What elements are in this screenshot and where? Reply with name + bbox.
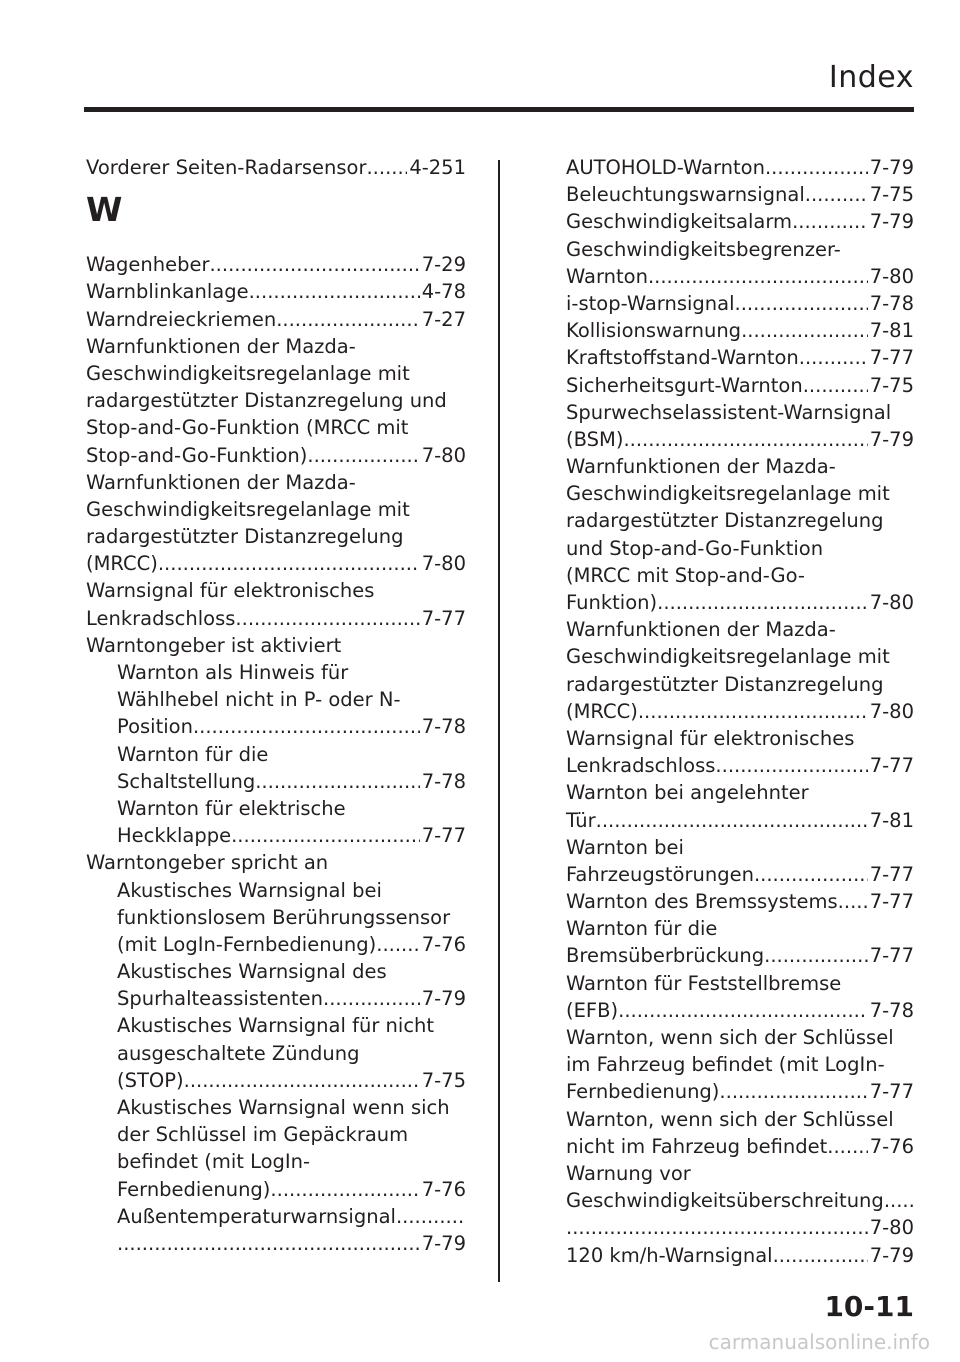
entry-line: Warnfunktionen der Mazda-	[566, 455, 836, 479]
leader-dots	[396, 1203, 466, 1230]
entry-text: Wagenheber	[86, 253, 210, 277]
entry-line: der Schlüssel im Gepäckraum	[117, 1123, 409, 1147]
entry-text: (BSM)	[566, 427, 624, 451]
index-entry	[566, 997, 914, 1024]
page-ref: 7-79	[869, 1243, 914, 1267]
entry-line: Geschwindigkeitsregelanlage mit	[566, 482, 890, 506]
entry-text: Heckklappe	[117, 824, 232, 848]
leader-dots	[827, 1133, 867, 1160]
entry-text: Lenkradschloss	[566, 754, 716, 778]
index-subentry	[86, 713, 466, 740]
index-entry	[566, 698, 914, 725]
entry-heading: Warntongeber ist aktiviert	[86, 633, 342, 657]
leader-dots	[307, 442, 419, 469]
entry-text: Warnblinkanlage	[86, 280, 249, 304]
leader-dots	[805, 181, 868, 208]
index-entry	[566, 888, 914, 915]
entry-text: Vorderer Seiten-Radarsensor	[86, 156, 367, 179]
leader-dots	[209, 251, 419, 278]
index-entry	[566, 752, 914, 779]
entry-line: Akustisches Warnsignal wenn sich	[117, 1096, 450, 1119]
leader-dots	[838, 888, 868, 915]
index-subentry	[86, 1067, 466, 1094]
index-entry	[566, 807, 914, 834]
entry-text: Spurhalteassistenten	[117, 987, 324, 1011]
page-ref: 7-80	[421, 443, 466, 467]
page-number: 10-11	[824, 1290, 914, 1323]
leader-dots	[566, 1214, 868, 1241]
entry-line: Spurwechselassistent-Warnsignal	[566, 400, 892, 424]
index-entry	[86, 278, 466, 305]
leader-dots	[764, 942, 868, 969]
entry-text: Lenkradschloss	[86, 606, 236, 630]
leader-dots	[323, 985, 420, 1012]
index-entry	[86, 306, 466, 333]
index-column-left	[86, 154, 466, 1257]
entry-text: Bremsüberbrückung	[566, 944, 765, 968]
entry-line: Warnton für die	[117, 742, 269, 766]
index-entry	[566, 154, 914, 181]
page-ref: 7-77	[869, 890, 914, 914]
entry-line: und Stop-and-Go-Funktion	[566, 536, 824, 560]
leader-dots	[249, 278, 420, 305]
entry-line: Warnton für Feststellbremse	[566, 971, 842, 995]
page-ref: 7-77	[869, 862, 914, 886]
leader-dots	[799, 344, 868, 371]
entry-line: Warnung vor	[566, 1161, 691, 1185]
entry-line: Warnsignal für elektronisches	[566, 726, 855, 750]
entry-text: i-stop-Warnsignal	[566, 291, 735, 315]
entry-line: radargestützter Distanzregelung	[86, 525, 404, 549]
index-column-right	[566, 154, 914, 1269]
leader-dots	[158, 550, 420, 577]
page-ref: 7-76	[869, 1134, 914, 1158]
entry-text: Geschwindigkeitsüberschreitung	[566, 1189, 884, 1213]
entry-text: Fernbedienung)	[566, 1080, 720, 1104]
entry-line: Warnton bei angelehnter	[566, 781, 809, 805]
leader-dots	[719, 1078, 867, 1105]
entry-line: Warnton für die	[566, 917, 718, 941]
page-ref: 7-75	[869, 183, 914, 207]
index-subentry	[86, 1230, 466, 1257]
leader-dots	[623, 426, 867, 453]
index-entry	[86, 251, 466, 278]
leader-dots	[255, 768, 420, 795]
entry-text: (mit LogIn-Fernbedienung)	[117, 932, 377, 956]
entry-text: Fahrzeugstörungen	[566, 862, 754, 886]
entry-line: radargestützter Distanzregelung und	[86, 389, 447, 413]
entry-line: Warnton als Hinweis für	[117, 661, 349, 684]
page-ref: 7-81	[869, 808, 914, 832]
header-rule	[84, 107, 914, 112]
entry-line: (MRCC mit Stop-and-Go-	[566, 563, 805, 587]
index-entry	[566, 181, 914, 208]
index-subentry	[86, 1176, 466, 1203]
entry-text: Position	[117, 715, 193, 739]
entry-line: Geschwindigkeitsbegrenzer-	[566, 237, 841, 261]
entry-line: Wählhebel nicht in P- oder N-	[117, 688, 401, 712]
leader-dots	[657, 589, 868, 616]
entry-text: (STOP)	[117, 1068, 184, 1092]
entry-text: Schaltstellung	[117, 769, 256, 793]
index-entry	[566, 263, 914, 290]
page-ref: 7-79	[421, 1231, 466, 1255]
entry-text: Außentemperaturwarnsignal	[117, 1204, 396, 1228]
leader-dots	[803, 372, 868, 399]
index-entry	[86, 154, 466, 181]
leader-dots	[376, 931, 419, 958]
leader-dots	[184, 1067, 420, 1094]
leader-dots	[618, 997, 868, 1024]
page-ref: 7-78	[869, 291, 914, 315]
entry-line: Geschwindigkeitsregelanlage mit	[86, 497, 410, 521]
page-ref: 7-78	[421, 715, 466, 739]
page-ref: 7-77	[869, 1080, 914, 1104]
entry-line: Geschwindigkeitsregelanlage mit	[86, 361, 410, 385]
entry-text: nicht im Fahrzeug befindet	[566, 1134, 828, 1158]
page-ref: 7-78	[869, 998, 914, 1022]
leader-dots	[741, 317, 868, 344]
leader-dots	[193, 713, 420, 740]
entry-text: Warndreieckriemen	[86, 307, 277, 331]
entry-line: Warnton für elektrische	[117, 796, 346, 820]
index-entry	[86, 442, 466, 469]
page-ref: 7-75	[421, 1068, 466, 1092]
leader-dots	[638, 698, 868, 725]
entry-text: Stop-and-Go-Funktion)	[86, 443, 308, 467]
index-entry	[566, 1078, 914, 1105]
leader-dots	[792, 208, 868, 235]
index-entry	[566, 344, 914, 371]
leader-dots	[270, 1176, 419, 1203]
page-ref: 7-27	[421, 307, 466, 331]
entry-line: befindet (mit LogIn-	[117, 1150, 311, 1174]
index-entry	[566, 372, 914, 399]
entry-line: Warnton bei	[566, 835, 684, 859]
page-ref: 7-81	[869, 319, 914, 343]
entry-text: (MRCC)	[566, 699, 638, 723]
leader-dots	[276, 306, 420, 333]
leader-dots	[884, 1187, 914, 1214]
page-ref: 4-78	[421, 280, 466, 304]
page-ref: 7-77	[869, 346, 914, 370]
page-ref: 7-79	[869, 156, 914, 179]
index-entry	[566, 290, 914, 317]
entry-text: Geschwindigkeitsalarm	[566, 210, 793, 234]
index-subentry	[86, 822, 466, 849]
index-entry	[566, 426, 914, 453]
entry-text: Fernbedienung)	[117, 1177, 271, 1201]
page-ref: 7-79	[869, 210, 914, 234]
page-ref: 7-77	[869, 754, 914, 778]
index-entry	[566, 589, 914, 616]
entry-text: AUTOHOLD-Warnton	[566, 156, 765, 179]
entry-text: Tür	[566, 808, 596, 832]
entry-text: Funktion)	[566, 591, 658, 614]
page-ref: 7-29	[421, 253, 466, 277]
entry-line: Warnton, wenn sich der Schlüssel	[566, 1107, 894, 1131]
leader-dots	[235, 605, 419, 632]
column-divider	[498, 160, 500, 1282]
page-ref: 7-79	[421, 987, 466, 1011]
entry-line: Stop-and-Go-Funktion (MRCC mit	[86, 416, 409, 440]
page-ref: 7-76	[421, 932, 466, 956]
entry-line: Akustisches Warnsignal des	[117, 960, 387, 984]
entry-line: radargestützter Distanzregelung	[566, 672, 884, 696]
leader-dots	[735, 290, 868, 317]
index-entry	[566, 317, 914, 344]
section-letter: W	[86, 190, 123, 230]
index-subentry	[86, 985, 466, 1012]
entry-line: Geschwindigkeitsregelanlage mit	[566, 645, 890, 669]
page-ref: 7-78	[421, 769, 466, 793]
index-subentry	[86, 768, 466, 795]
index-entry	[566, 208, 914, 235]
entry-line: Warnfunktionen der Mazda-	[86, 470, 356, 494]
page-ref: 7-77	[869, 944, 914, 968]
page-ref: 7-80	[869, 591, 914, 614]
page-header-title: Index	[828, 60, 914, 95]
entry-text: (MRCC)	[86, 552, 158, 576]
entry-line: im Fahrzeug befindet (mit LogIn-	[566, 1053, 885, 1077]
index-entry	[566, 942, 914, 969]
index-entry	[566, 1214, 914, 1241]
entry-line: Warnfunktionen der Mazda-	[86, 334, 356, 358]
page-ref: 7-80	[421, 552, 466, 576]
entry-line: Warnfunktionen der Mazda-	[566, 618, 836, 642]
page-ref: 4-251	[409, 156, 466, 179]
index-subentry	[86, 1203, 466, 1230]
entry-line: Akustisches Warnsignal bei	[117, 878, 382, 902]
page-ref: 7-76	[421, 1177, 466, 1201]
entry-text: Kollisionswarnung	[566, 319, 742, 343]
entry-text: 120 km/h-Warnsignal	[566, 1243, 773, 1267]
entry-line: funktionslosem Berührungssensor	[117, 905, 451, 929]
entry-line: ausgeschaltete Zündung	[117, 1041, 360, 1065]
leader-dots	[231, 822, 420, 849]
index-entry	[566, 1133, 914, 1160]
page-ref: 7-77	[421, 824, 466, 848]
entry-line: Warnton, wenn sich der Schlüssel	[566, 1026, 894, 1049]
leader-dots	[773, 1242, 868, 1269]
page-ref: 7-80	[869, 1216, 914, 1240]
entry-line: Warnsignal für elektronisches	[86, 579, 375, 603]
entry-text: Sicherheitsgurt-Warnton	[566, 373, 803, 397]
entry-text: Kraftstoffstand-Warnton	[566, 346, 799, 370]
index-entry	[566, 1242, 914, 1269]
watermark: carmanualsonline.info	[708, 1330, 930, 1354]
index-entry	[86, 550, 466, 577]
page-ref: 7-80	[869, 264, 914, 288]
page-ref: 7-80	[869, 699, 914, 723]
index-entry	[86, 605, 466, 632]
index-entry	[566, 861, 914, 888]
index-entry	[566, 1187, 914, 1214]
entry-heading: Warntongeber spricht an	[86, 851, 329, 875]
entry-text: Beleuchtungswarnsignal	[566, 183, 805, 207]
page-ref: 7-79	[869, 427, 914, 451]
entry-line: Akustisches Warnsignal für nicht	[117, 1014, 435, 1038]
leader-dots	[596, 807, 868, 834]
page-ref: 7-77	[421, 606, 466, 630]
leader-dots	[648, 263, 868, 290]
entry-text: Warnton	[566, 264, 648, 288]
entry-line: radargestützter Distanzregelung	[566, 509, 884, 533]
leader-dots	[715, 752, 867, 779]
leader-dots	[754, 861, 868, 888]
page-ref: 7-75	[869, 373, 914, 397]
entry-text: Warnton des Bremssystems	[566, 890, 838, 914]
leader-dots	[765, 154, 868, 181]
index-subentry	[86, 931, 466, 958]
leader-dots	[366, 154, 407, 181]
entry-text: (EFB)	[566, 998, 619, 1022]
leader-dots	[117, 1230, 420, 1257]
